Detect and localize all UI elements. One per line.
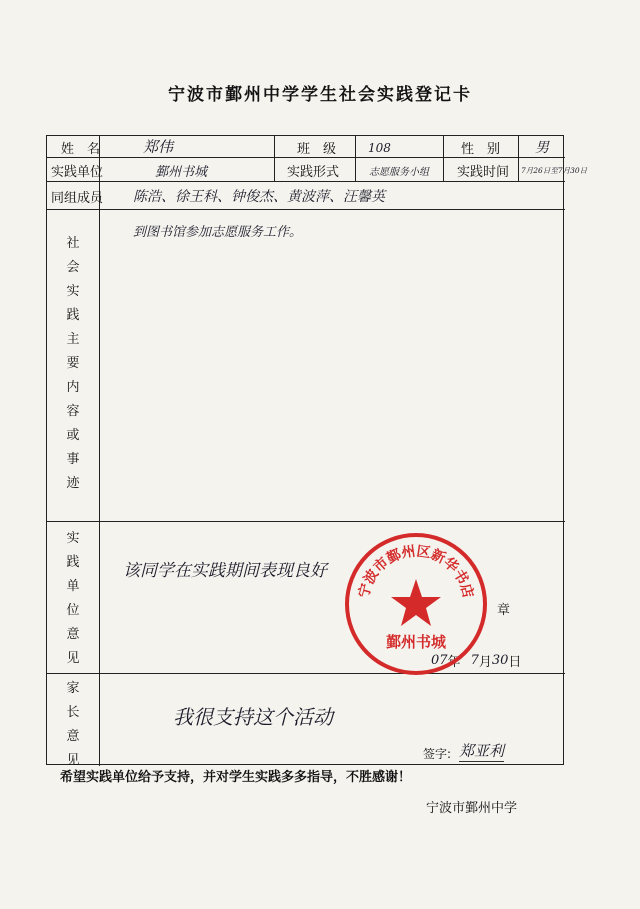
name-label: 姓 名: [61, 142, 101, 157]
date-day: 30: [491, 652, 509, 668]
parent-opinion-text: 我很支持这个活动: [173, 704, 333, 729]
footer-note: 希望实践单位给予支持，并对学生实践多多指导，不胜感谢！: [60, 770, 412, 785]
row-divider: [47, 521, 565, 522]
seal-ring-text: 宁波市鄞州区新华书店: [356, 543, 476, 600]
red-seal-stamp: [343, 531, 489, 677]
stamp-label: 章: [497, 602, 511, 618]
members-value: 陈浩、徐王科、钟俊杰、黄波萍、汪馨英: [133, 189, 385, 205]
class-value: 108: [368, 140, 391, 155]
gender-label: 性 别: [461, 142, 501, 157]
sign-label: 签字:: [423, 746, 452, 761]
seal-center-text: 鄞州书城: [385, 633, 447, 651]
card-title: 宁波市鄞州中学学生社会实践登记卡: [168, 85, 472, 105]
parent-opinion-label: 家长意见: [66, 681, 80, 768]
date-month-unit: 月: [478, 654, 492, 670]
unit-value: 鄞州书城: [155, 164, 208, 180]
footer-school: 宁波市鄞州中学: [426, 801, 518, 816]
seal-star-icon: [391, 579, 441, 626]
content-text: 到图书馆参加志愿服务工作。: [133, 224, 303, 240]
date-day-unit: 日: [508, 654, 522, 670]
unit-opinion-text: 该同学在实践期间表现良好: [123, 560, 327, 581]
form-value: 志愿服务小组: [369, 166, 429, 178]
column-divider: [274, 136, 275, 181]
column-divider: [443, 136, 444, 181]
sign-value: 郑亚利: [459, 739, 504, 762]
row-divider: [47, 157, 565, 158]
members-label: 同组成员: [51, 190, 104, 206]
content-label: 社会实践主要内容或事迹: [66, 236, 80, 491]
date-month: 7: [470, 652, 479, 668]
row-divider: [47, 181, 565, 182]
time-label: 实践时间: [457, 164, 510, 180]
date-year: 07: [431, 652, 448, 668]
gender-value: 男: [535, 139, 549, 156]
unit-opinion-label: 实践单位意见: [66, 531, 80, 666]
time-value: 7月26日至7月30日: [521, 165, 588, 175]
row-divider: [47, 209, 565, 210]
form-label: 实践形式: [287, 164, 340, 180]
date-year-unit: 年: [447, 654, 461, 670]
column-divider: [99, 136, 100, 766]
name-value: 郑伟: [143, 138, 174, 156]
column-divider: [355, 136, 356, 181]
column-divider: [518, 136, 519, 181]
class-label: 班 级: [297, 142, 337, 157]
unit-label: 实践单位: [51, 164, 104, 180]
